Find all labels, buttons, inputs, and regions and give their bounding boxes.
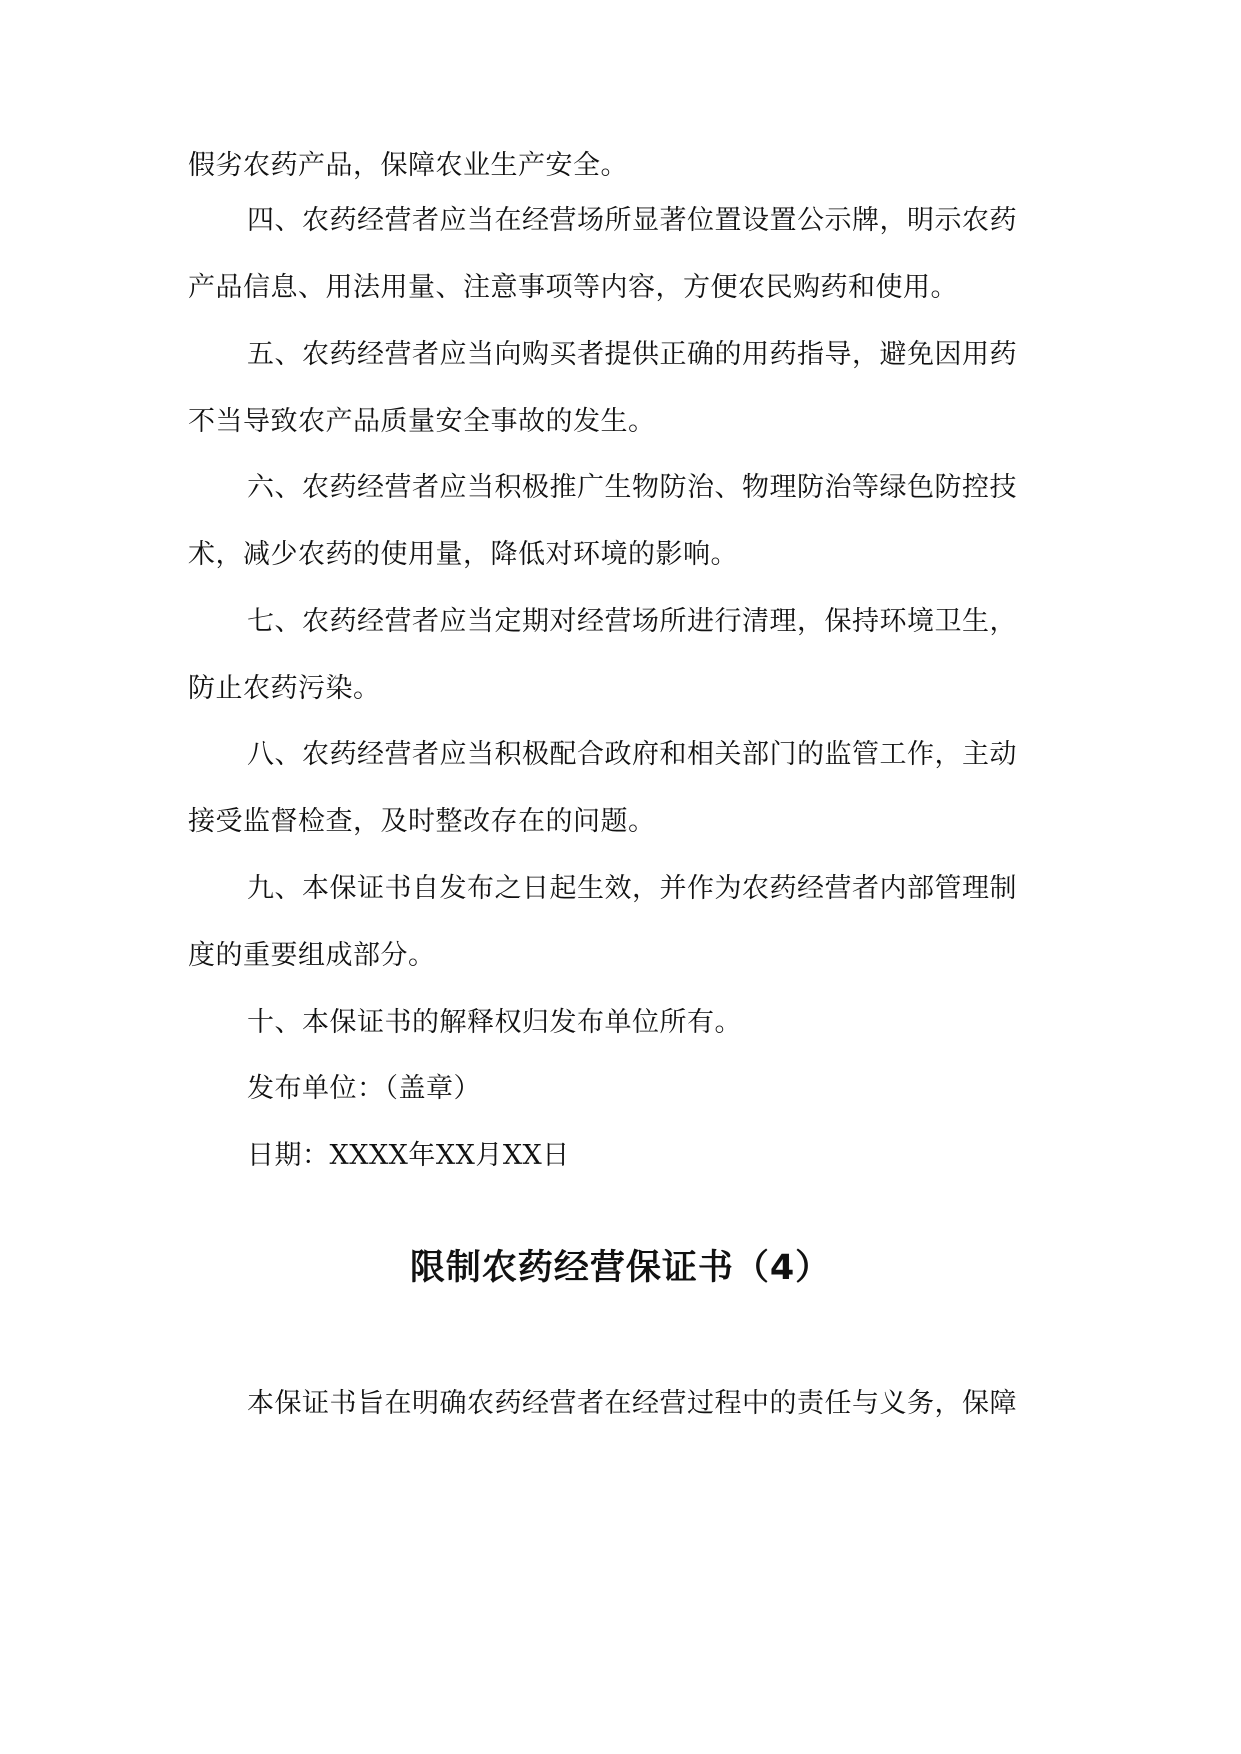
clause-5-line-2: 不当导致农产品质量安全事故的发生。 (188, 406, 656, 437)
clause-8-line-1: 八、农药经营者应当积极配合政府和相关部门的监管工作，主动 (247, 739, 1017, 770)
clause-10-line: 十、本保证书的解释权归发布单位所有。 (247, 1007, 742, 1038)
issuer-line: 发布单位：（盖章） (247, 1073, 481, 1104)
clause-6-line-1: 六、农药经营者应当积极推广生物防治、物理防治等绿色防控技 (247, 472, 1017, 503)
clause-7-line-2: 防止农药污染。 (188, 673, 381, 704)
clause-5-line-1: 五、农药经营者应当向购买者提供正确的用药指导，避免因用药 (247, 339, 1017, 370)
date-line: 日期：XXXX年XX月XX日 (247, 1140, 570, 1171)
clause-4-line-2: 产品信息、用法用量、注意事项等内容，方便农民购药和使用。 (188, 272, 958, 303)
clause-6-line-2: 术，减少农药的使用量，降低对环境的影响。 (188, 539, 738, 570)
section-title: 限制农药经营保证书（4） (409, 1248, 832, 1288)
clause-8-line-2: 接受监督检查，及时整改存在的问题。 (188, 806, 656, 837)
clause-9-line-1: 九、本保证书自发布之日起生效，并作为农药经营者内部管理制 (247, 873, 1017, 904)
clause-9-line-2: 度的重要组成部分。 (188, 940, 436, 971)
clause-4-line-1: 四、农药经营者应当在经营场所显著位置设置公示牌，明示农药 (247, 205, 1017, 236)
text-line-1: 假劣农药产品，保障农业生产安全。 (188, 150, 628, 181)
intro-line: 本保证书旨在明确农药经营者在经营过程中的责任与义务，保障 (247, 1388, 1017, 1419)
clause-7-line-1: 七、农药经营者应当定期对经营场所进行清理，保持环境卫生， (247, 606, 1017, 637)
